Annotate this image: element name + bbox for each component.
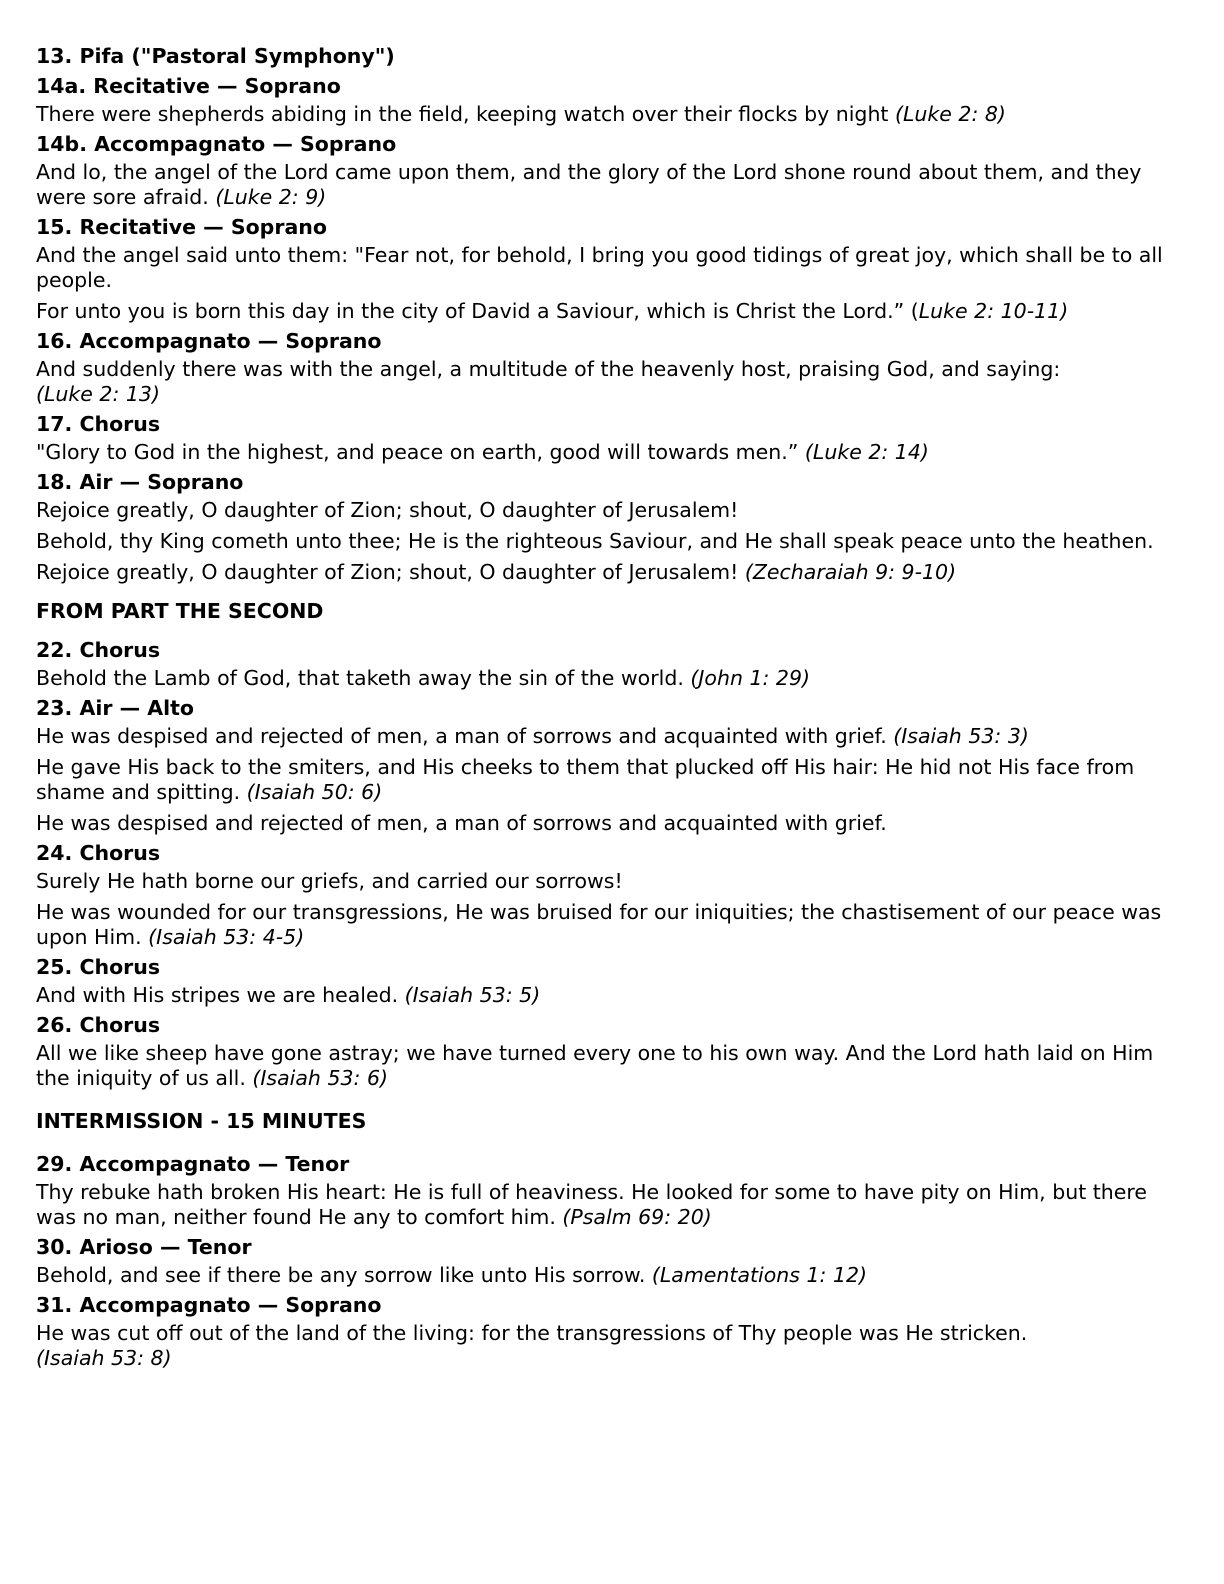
movement-16 xyxy=(36,329,1186,407)
lyric-paragraph xyxy=(36,666,1186,691)
movement-heading: 24. Chorus xyxy=(36,841,161,865)
movement-heading: 17. Chorus xyxy=(36,412,161,436)
scripture-reference: (Luke 2: 13) xyxy=(36,382,160,406)
lyric-text: There were shepherds abiding in the field, keeping watch over their flocks by night xyxy=(36,102,895,126)
lyric-paragraph xyxy=(36,811,1186,836)
lyric-paragraph xyxy=(36,243,1186,293)
scripture-reference: Luke 2: 10-11) xyxy=(918,299,1069,323)
movement-23 xyxy=(36,696,1186,836)
movement-heading: 23. Air — Alto xyxy=(36,696,195,720)
lyric-text: Behold the Lamb of God, that taketh away the sin of the world. xyxy=(36,666,691,690)
part-title: FROM PART THE SECOND xyxy=(36,599,324,623)
lyric-text: Rejoice greatly, O daughter of Zion; shout, O daughter of Jerusalem! xyxy=(36,560,745,584)
movement-heading: 22. Chorus xyxy=(36,638,161,662)
scripture-reference: (Isaiah 53: 6) xyxy=(252,1066,388,1090)
lyric-paragraph xyxy=(36,299,1186,324)
lyric-text: And suddenly there was with the angel, a multitude of the heavenly host, praising God, and saying: xyxy=(36,357,1061,381)
scripture-reference: (Isaiah 50: 6) xyxy=(246,780,383,804)
lyric-paragraph xyxy=(36,160,1186,210)
scripture-reference: (Psalm 69: 20) xyxy=(562,1205,712,1229)
movement-14b xyxy=(36,132,1186,210)
scripture-reference: (Isaiah 53: 3) xyxy=(893,724,1029,748)
lyric-text: He was despised and rejected of men, a man of sorrows and acquainted with grief. xyxy=(36,724,894,748)
movement-heading: 18. Air — Soprano xyxy=(36,470,244,494)
scripture-reference: (Zecharaiah 9: 9-10) xyxy=(744,560,957,584)
lyric-paragraph xyxy=(36,983,1186,1008)
lyric-text: He was wounded for our transgressions, He was bruised for our iniquities; the chastisement of our peace was upon Him. xyxy=(36,900,1162,949)
movement-heading: 25. Chorus xyxy=(36,955,161,979)
movement-25 xyxy=(36,955,1186,1008)
movement-heading: 31. Accompagnato — Soprano xyxy=(36,1293,382,1317)
lyric-text: For unto you is born this day in the city of David a Saviour, which is Christ the Lord.” xyxy=(36,299,911,323)
scripture-reference: (Isaiah 53: 8) xyxy=(36,1346,172,1370)
lyric-paragraph xyxy=(36,1321,1186,1371)
movement-17 xyxy=(36,412,1186,465)
lyric-paragraph xyxy=(36,440,1186,465)
scripture-reference: (Lamentations 1: 12) xyxy=(651,1263,868,1287)
reference-open-paren: ( xyxy=(910,299,919,323)
movement-22 xyxy=(36,638,1186,691)
scripture-reference: (John 1: 29) xyxy=(690,666,811,690)
lyric-text: He gave His back to the smiters, and His cheeks to them that plucked off His hair: He hid not His face from shame and spitting. xyxy=(36,755,1135,804)
lyric-paragraph xyxy=(36,357,1186,407)
movement-29 xyxy=(36,1152,1186,1230)
movement-13 xyxy=(36,44,1186,69)
lyric-text: Behold, thy King cometh unto thee; He is the righteous Saviour, and He shall speak peace unto the heathen. xyxy=(36,529,1154,553)
movement-heading: 26. Chorus xyxy=(36,1013,161,1037)
lyric-paragraph xyxy=(36,755,1186,805)
lyric-paragraph xyxy=(36,900,1186,950)
movement-26 xyxy=(36,1013,1186,1091)
lyric-text: He was cut off out of the land of the living: for the transgressions of Thy people was He stricken. xyxy=(36,1321,1028,1345)
scripture-reference: (Luke 2: 8) xyxy=(895,102,1006,126)
lyric-text: Rejoice greatly, O daughter of Zion; shout, O daughter of Jerusalem! xyxy=(36,498,739,522)
lyric-text: Surely He hath borne our griefs, and carried our sorrows! xyxy=(36,869,623,893)
scripture-reference: (Luke 2: 14) xyxy=(804,440,929,464)
lyric-text: All we like sheep have gone astray; we have turned every one to his own way. And the Lord hath laid on Him the iniquity of us all. xyxy=(36,1041,1154,1090)
movement-30 xyxy=(36,1235,1186,1288)
lyric-text: And with His stripes we are healed. xyxy=(36,983,405,1007)
movement-31 xyxy=(36,1293,1186,1371)
movement-heading: 30. Arioso — Tenor xyxy=(36,1235,252,1259)
movement-heading: 13. Pifa ("Pastoral Symphony") xyxy=(36,44,395,68)
lyric-paragraph xyxy=(36,102,1186,127)
lyric-text: Behold, and see if there be any sorrow like unto His sorrow. xyxy=(36,1263,652,1287)
lyric-paragraph xyxy=(36,560,1186,585)
scripture-reference: (Isaiah 53: 4-5) xyxy=(148,925,305,949)
movement-heading: 16. Accompagnato — Soprano xyxy=(36,329,382,353)
lyric-text: He was despised and rejected of men, a man of sorrows and acquainted with grief. xyxy=(36,811,887,835)
lyric-paragraph xyxy=(36,869,1186,894)
movement-24 xyxy=(36,841,1186,950)
program-text xyxy=(36,44,1186,1376)
lyric-text: And the angel said unto them: "Fear not, for behold, I bring you good tidings of great joy, which shall be to all people. xyxy=(36,243,1163,292)
movement-14a xyxy=(36,74,1186,127)
movement-15 xyxy=(36,215,1186,324)
movement-heading: 14a. Recitative — Soprano xyxy=(36,74,341,98)
lyric-paragraph xyxy=(36,498,1186,523)
intermission-title: INTERMISSION - 15 MINUTES xyxy=(36,1109,367,1133)
scripture-reference: (Luke 2: 9) xyxy=(215,185,327,209)
movement-heading: 14b. Accompagnato — Soprano xyxy=(36,132,397,156)
lyric-text: Thy rebuke hath broken His heart: He is full of heaviness. He looked for some to have pity on Him, but there was no man, neither found He any to comfort him. xyxy=(36,1180,1148,1229)
movement-18 xyxy=(36,470,1186,585)
lyric-paragraph xyxy=(36,1041,1186,1091)
scripture-reference: (Isaiah 53: 5) xyxy=(404,983,541,1007)
movement-heading: 29. Accompagnato — Tenor xyxy=(36,1152,350,1176)
lyric-paragraph xyxy=(36,529,1186,554)
lyric-text: And lo, the angel of the Lord came upon them, and the glory of the Lord shone round about them, and they were sore afraid. xyxy=(36,160,1142,209)
lyric-text: "Glory to God in the highest, and peace on earth, good will towards men.” xyxy=(36,440,805,464)
lyric-paragraph xyxy=(36,1263,1186,1288)
lyric-paragraph xyxy=(36,1180,1186,1230)
movement-heading: 15. Recitative — Soprano xyxy=(36,215,327,239)
lyric-paragraph xyxy=(36,724,1186,749)
